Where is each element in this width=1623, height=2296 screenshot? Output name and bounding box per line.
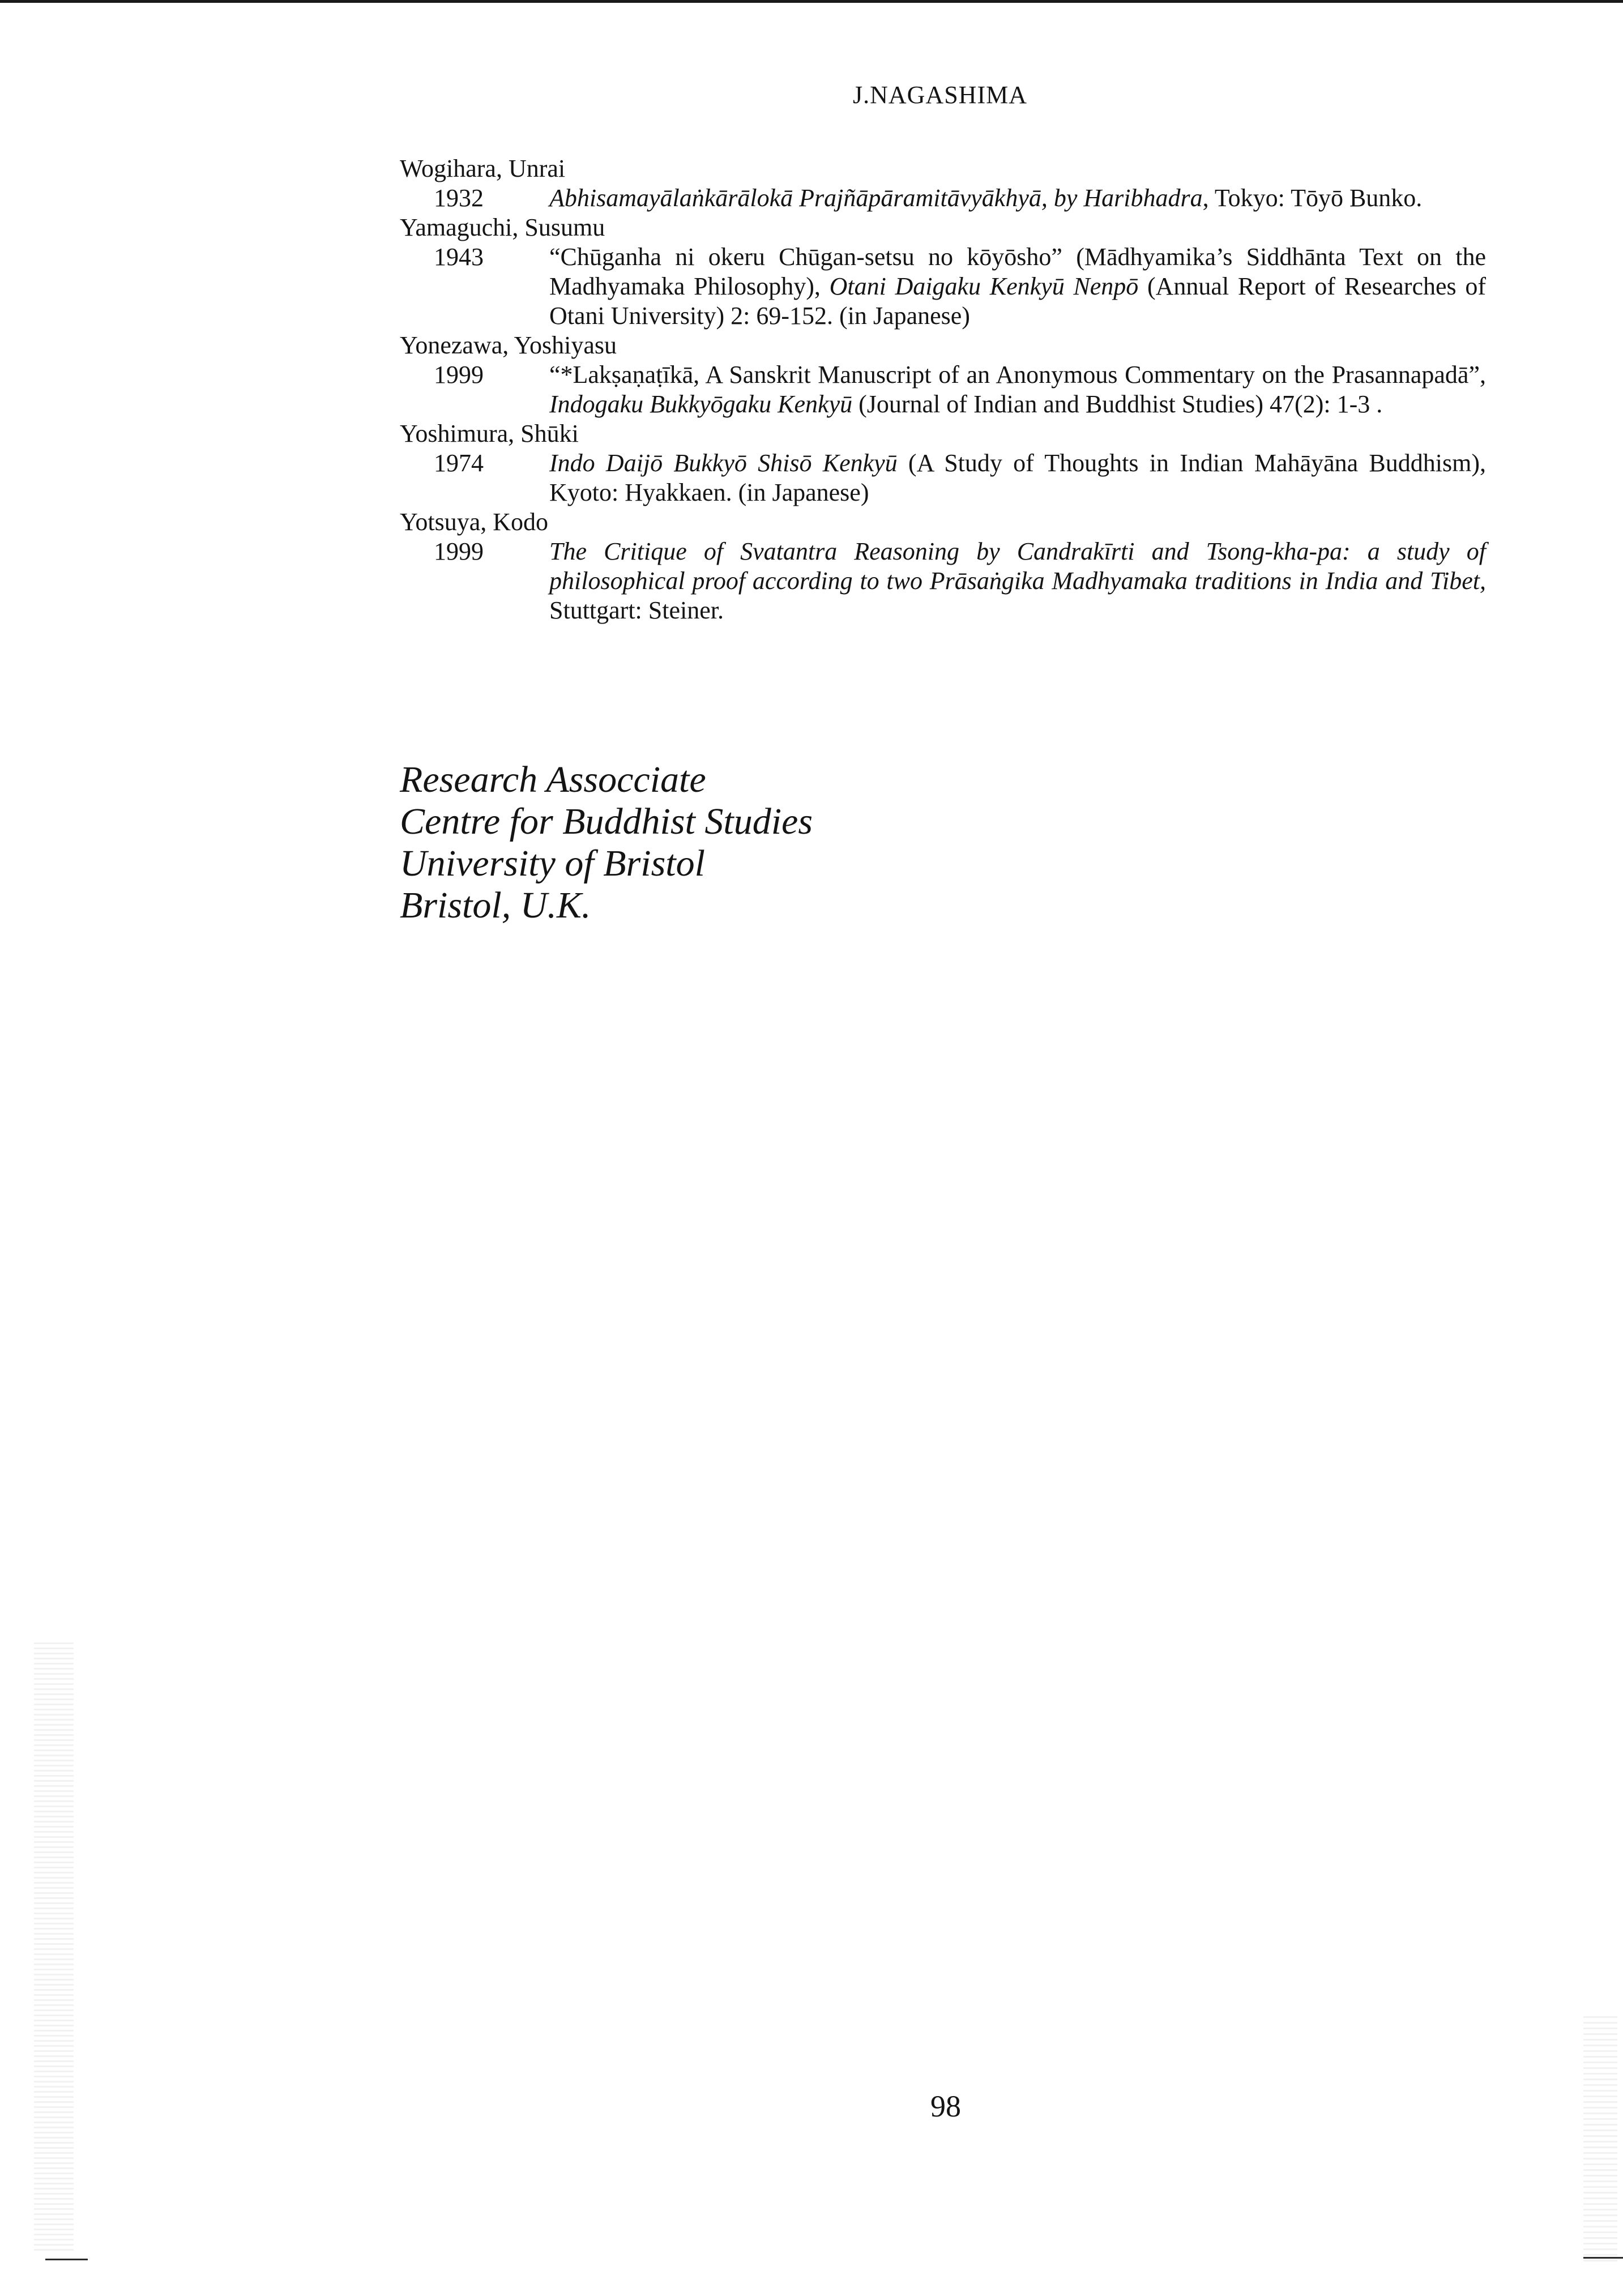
citation-text: , Tokyo: Tōyō Bunko. [1202,184,1423,212]
reference-citation [549,360,1486,419]
reference-year: 1999 [434,537,484,565]
reference-author: Wogihara, Unrai [400,155,566,182]
reference-year: 1974 [434,449,484,477]
citation-text: “Chūganha ni okeru Chūgan-setsu no kōyōsho” (Mādhyamika’s Siddhānta Text on the Madhyamaka Philosophy), [549,243,1486,300]
citation-title: Indo Daijō Bukkyō Shisō Kenkyū [549,449,898,477]
scan-noise-left [34,1642,74,2254]
citation-text: (Journal of Indian and Buddhist Studies) 47(2): 1-3 . [852,390,1383,418]
citation-text: Stuttgart: Steiner. [549,596,724,624]
reference-year: 1999 [434,361,484,389]
reference-year: 1932 [434,184,484,212]
reference-author: Yotsuya, Kodo [400,508,549,536]
affiliation-university: University of Bristol [400,843,705,884]
scan-noise-right [1583,2016,1617,2265]
citation-title: Otani Daigaku Kenkyū Nenpō [829,272,1139,300]
affiliation-location: Bristol, U.K. [400,885,591,926]
reference-entry [400,242,1486,331]
reference-author: Yoshimura, Shūki [400,420,579,447]
scan-top-edge [0,0,1623,3]
reference-entry [400,537,1486,625]
reference-citation [549,537,1486,625]
citation-title: Abhisamayālaṅkārālokā Prajñāpāramitāvyākhyā, by Haribhadra [549,184,1203,212]
reference-citation [549,183,1486,213]
reference-author: Yonezawa, Yoshiyasu [400,331,617,359]
reference-author: Yamaguchi, Susumu [400,214,605,241]
corner-mark-left [45,2259,88,2260]
citation-text: (A Study of Thoughts in Indian Mahāyāna Buddhism), Kyoto: Hyakkaen. (in Japanese) [549,449,1486,506]
citation-title: The Critique of Svatantra Reasoning by Candrakīrti and Tsong-kha-pa: a study of philosophical proof according to two Prāsaṅgika Madhyamaka traditions in India and Tibet, [549,537,1486,595]
reference-citation [549,242,1486,331]
reference-list [400,154,1486,625]
citation-text: (Annual Report of Researches of Otani University) 2: 69-152. (in Japanese) [549,272,1486,330]
corner-mark-right [1583,2257,1623,2259]
page-number: 98 [930,2089,961,2123]
reference-entry [400,449,1486,507]
reference-entry [400,360,1486,419]
citation-title: Indogaku Bukkyōgaku Kenkyū [549,390,853,418]
reference-citation [549,449,1486,507]
reference-year: 1943 [434,243,484,271]
affiliation-position: Research Assocciate [400,759,706,800]
affiliation-department: Centre for Buddhist Studies [400,801,813,842]
reference-entry [400,183,1486,213]
running-head: J.NAGASHIMA [852,81,1028,109]
author-affiliation [400,759,813,927]
citation-text: “*Lakṣaṇaṭīkā, A Sanskrit Manuscript of an Anonymous Commentary on the Prasannapadā”, [549,361,1486,389]
